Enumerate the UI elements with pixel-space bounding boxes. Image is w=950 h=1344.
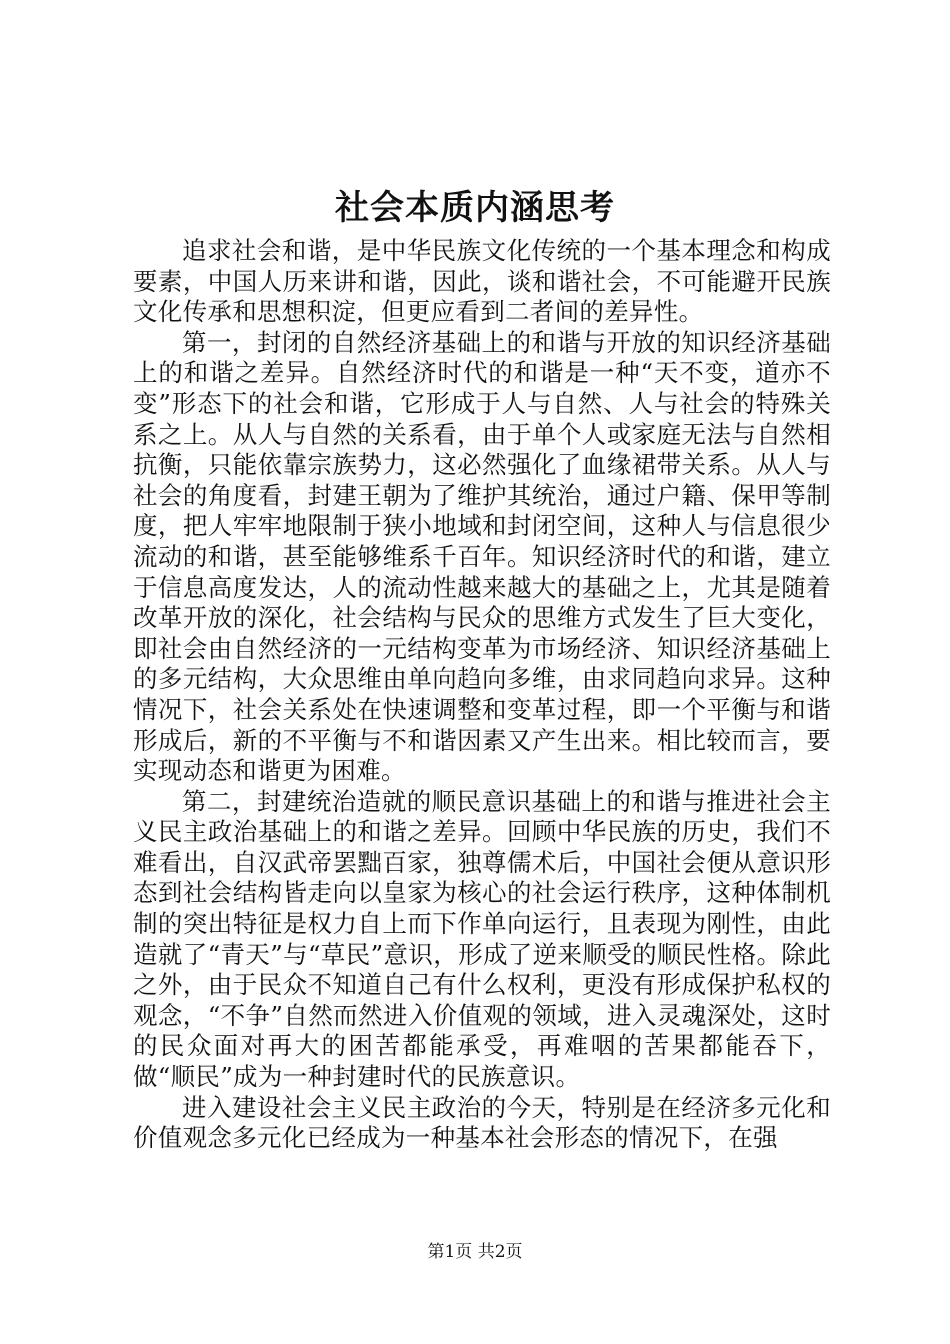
paragraph-second-point: 第二，封建统治造就的顺民意识基础上的和谐与推进社会主义民主政治基础上的和谐之差异。回顾中华民族的历史，我们不难看出，自汉武帝罢黜百家，独尊儒术后，中国社会便从意识形态到社会结构皆走向以皇家为核心的社会运行秩序，这种体制机制的突出特征是权力自上而下作单向运行，且表现为刚性，由此造就了“青天”与“草民”意识，形成了逆来顺受的顺民性格。除此之外，由于民众不知道自己有什么权利，更没有形成保护私权的观念，“不争”自然而然进入价值观的领域，进入灵魂深处，这时的民众面对再大的困苦都能承受，再难咽的苦果都能吞下，做“顺民”成为一种封建时代的民族意识。 [133,786,831,1092]
paragraph-intro: 追求社会和谐，是中华民族文化传统的一个基本理念和构成要素，中国人历来讲和谐，因此，谈和谐社会，不可能避开民族文化传承和思想积淀，但更应看到二者间的差异性。 [133,236,831,327]
paragraph-first-point: 第一，封闭的自然经济基础上的和谐与开放的知识经济基础上的和谐之差异。自然经济时代的和谐是一种“天不变，道亦不变”形态下的社会和谐，它形成于人与自然、人与社会的特殊关系之上。从人与自然的关系看，由于单个人或家庭无法与自然相抗衡，只能依靠宗族势力，这必然强化了血缘裙带关系。从人与社会的角度看，封建王朝为了维护其统治，通过户籍、保甲等制度，把人牢牢地限制于狭小地域和封闭空间，这种人与信息很少流动的和谐，甚至能够维系千百年。知识经济时代的和谐，建立于信息高度发达，人的流动性越来越大的基础之上，尤其是随着改革开放的深化，社会结构与民众的思维方式发生了巨大变化，即社会由自然经济的一元结构变革为市场经济、知识经济基础上的多元结构，大众思维由单向趋向多维，由求同趋向求异。这种情况下，社会关系处在快速调整和变革过程，即一个平衡与和谐形成后，新的不平衡与不和谐因素又产生出来。相比较而言，要实现动态和谐更为困难。 [133,327,832,786]
document-title: 社会本质内涵思考 [335,188,615,228]
page-number-footer: 第1页 共2页 [427,1242,523,1262]
document-body [133,236,831,1154]
paragraph-continuation: 进入建设社会主义民主政治的今天，特别是在经济多元化和价值观念多元化已经成为一种基本社会形态的情况下，在强 [133,1092,831,1153]
